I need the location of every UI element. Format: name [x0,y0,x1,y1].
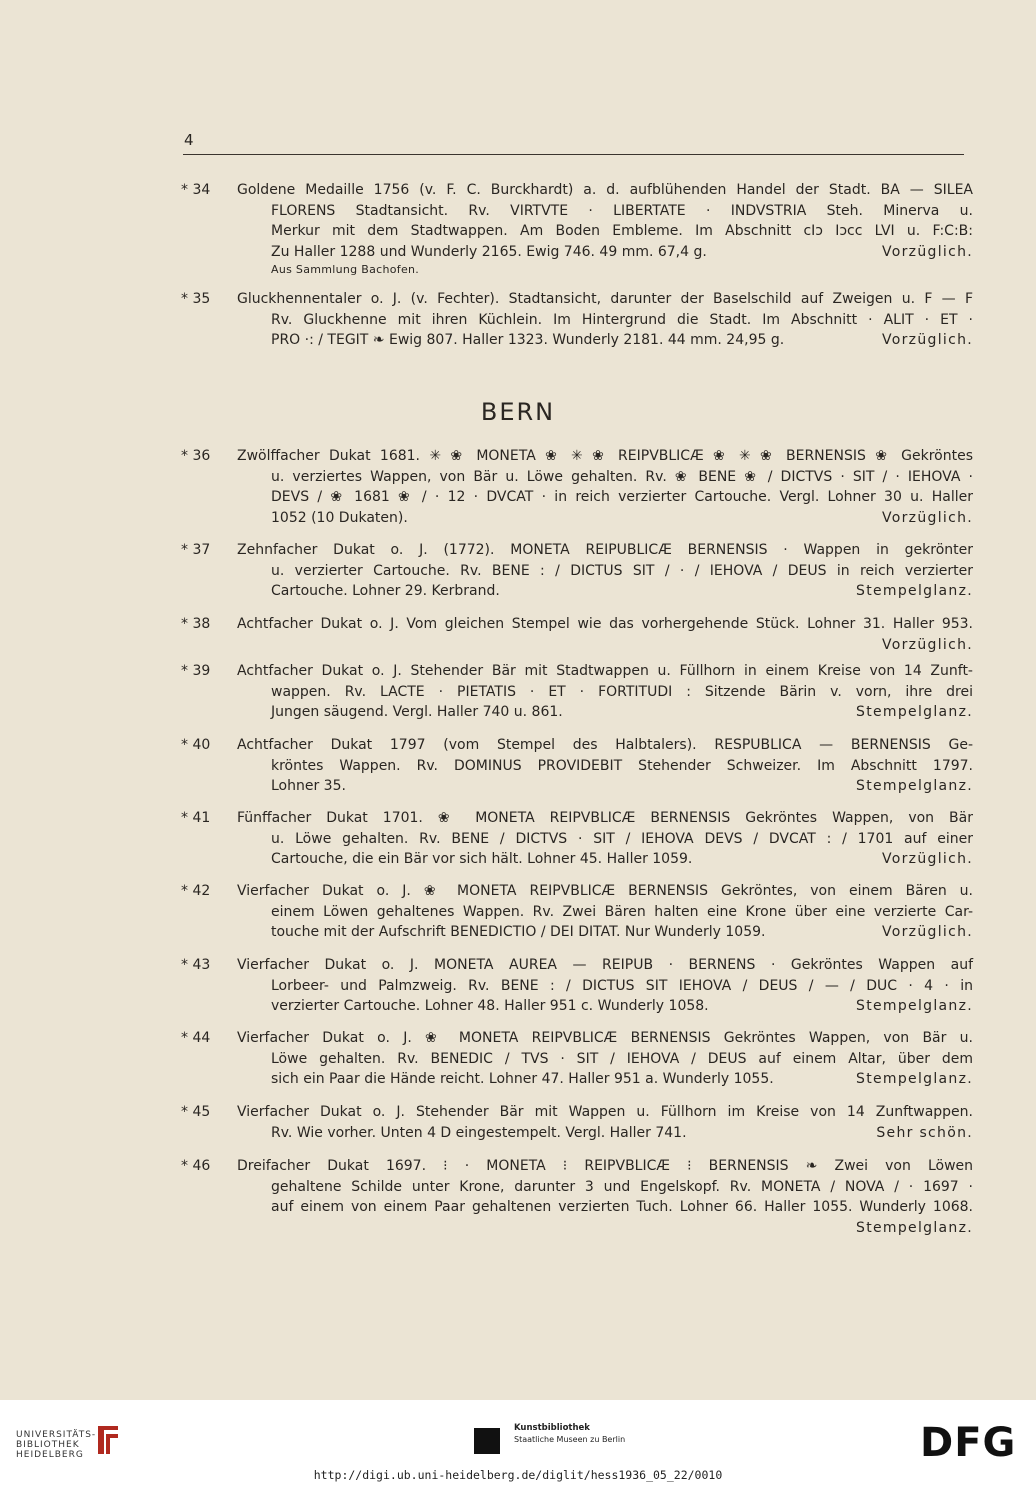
entry-number: * 39 [181,663,211,679]
ub-mark-icon [96,1422,120,1458]
entry-number: * 41 [181,810,211,826]
entry-last-line [237,330,973,351]
entry-line: Zehnfacher Dukat o. J. (1772). MONETA REIPUBLICÆ BERNENSIS · Wappen in gekrönter [237,542,973,558]
grade-label: Vorzüglich. [881,851,973,867]
entry-line: PRO ·: / TEGIT ❧ Ewig 807. Haller 1323. Wunderly 2181. 44 mm. 24,95 g. [271,332,785,348]
grade-label: Vorzüglich. [881,636,973,653]
grade-label: Vorzüglich. [881,332,973,348]
entry-line: u. verzierter Cartouche. Rv. BENE : / DICTUS SIT / · / IEHOVA / DEUS in reich verzierter [271,562,973,579]
entry-line: Zu Haller 1288 und Wunderly 2165. Ewig 746. 49 mm. 67,4 g. [271,243,707,260]
grade-label: Stempelglanz. [856,583,973,599]
entry-text [237,614,973,655]
entry-text [237,289,973,351]
entry-last-line [237,996,973,1017]
entry-line: Merkur mit dem Stadtwappen. Am Boden Embleme. Im Abschnitt cIↄ Iↄcc LVI u. F:C:B: [271,223,973,239]
grade-label: Stempelglanz. [856,1071,973,1087]
entry-number: * 36 [181,448,211,464]
entry-line: Jungen säugend. Vergl. Haller 740 u. 861. [271,704,563,720]
entry-line: FLORENS Stadtansicht. Rv. VIRTVTE · LIBERTATE · INDVSTRIA Steh. Minerva u. [271,202,973,219]
entry-line: u. verziertes Wappen, von Bär u. Löwe gehalten. Rv. ❀ BENE ❀ / DICTVS · SIT / · IEHOVA · [271,468,973,485]
entry-line: Lorbeer- und Palmzweig. Rv. BENE : / DICTUS SIT IEHOVA / DEUS / — / DUC · 4 · in [271,977,973,994]
page-number: 4 [184,131,194,149]
entry-line: Achtfacher Dukat o. J. Vom gleichen Stempel wie das vorhergehende Stück. Lohner 31. Haller 953. [237,616,973,632]
entry-line: Löwe gehalten. Rv. BENEDIC / TVS · SIT / IEHOVA / DEUS auf einem Altar, über dem [271,1050,973,1067]
entry-last-line [237,1123,973,1144]
entry-line: Achtfacher Dukat o. J. Stehender Bär mit Stadtwappen u. Füllhorn in einem Kreise von 14 Zunft- [237,663,973,679]
entry-number: * 44 [181,1030,211,1046]
entry-last-line [237,581,973,602]
grade-label: Vorzüglich. [881,509,973,526]
entry-line: Rv. Gluckhenne mit ihren Küchlein. Im Hintergrund die Stadt. Im Abschnitt · ALIT · ET · [271,311,973,328]
entry-text [237,180,973,278]
entry-line: Cartouche. Lohner 29. Kerbrand. [271,583,500,599]
kunstbibliothek-icon [474,1428,500,1454]
entry-text [237,735,973,797]
entry-line: auf einem von einem Paar gehaltenen verzierten Tuch. Lohner 66. Haller 1055. Wunderly 1068. [271,1199,973,1215]
entry-text [237,446,973,528]
entry-line: Achtfacher Dukat 1797 (vom Stempel des Halbtalers). RESPUBLICA — BERNENSIS Ge- [237,737,973,753]
entry-line: einem Löwen gehaltenes Wappen. Rv. Zwei Bären halten eine Krone über eine verzierte Car- [271,903,973,920]
entry-text [237,540,973,602]
entry-text [237,1102,973,1143]
entry-last-line [237,242,973,263]
entry-text [237,808,973,870]
entry-line: verzierter Cartouche. Lohner 48. Haller 951 c. Wunderly 1058. [271,998,709,1014]
grade-label: Stempelglanz. [856,704,973,720]
kb-subtitle: Staatliche Museen zu Berlin [514,1435,626,1444]
grade-label: Stempelglanz. [856,778,973,794]
entry-number: * 38 [181,616,211,632]
entry-line: touche mit der Aufschrift BENEDICTIO / DEI DITAT. Nur Wunderly 1059. [271,924,766,940]
entry-number: * 35 [181,291,211,307]
section-heading: BERN [480,398,556,426]
grade-label: Vorzüglich. [881,243,973,260]
entry-line: Cartouche, die ein Bär vor sich hält. Lohner 45. Haller 1059. [271,851,693,867]
entry-text [237,661,973,723]
entry-last-line [237,849,973,870]
provenance-note: Aus Sammlung Bachofen. [271,263,420,276]
dfg-logo[interactable]: DFG [920,1420,1017,1466]
entry-text [237,1028,973,1090]
entry-line: Vierfacher Dukat o. J. MONETA AUREA — REIPUB · BERNENS · Gekröntes Wappen auf [237,957,973,973]
entry-line: Dreifacher Dukat 1697. ⁝ · MONETA ⁝ REIPVBLICÆ ⁝ BERNENSIS ❧ Zwei von Löwen [237,1158,973,1174]
ub-logo-line: BIBLIOTHEK [16,1440,80,1450]
entry-line: sich ein Paar die Hände reicht. Lohner 47. Haller 951 a. Wunderly 1055. [271,1071,774,1087]
entry-line: DEVS / ❀ 1681 ❀ / · 12 · DVCAT · in reich verzierter Cartouche. Vergl. Lohner 30 u. Haller [271,489,973,505]
kb-title: Kunstbibliothek [514,1423,590,1433]
entry-last-line [237,1069,973,1090]
entry-number: * 45 [181,1104,211,1120]
entry-last-line [237,776,973,797]
entry-line: kröntes Wappen. Rv. DOMINUS PROVIDEBIT Stehender Schweizer. Im Abschnitt 1797. [271,757,973,774]
entry-line: Fünffacher Dukat 1701. ❀ MONETA REIPVBLICÆ BERNENSIS Gekröntes Wappen, von Bär [237,810,973,826]
ub-heidelberg-logo[interactable] [16,1430,96,1460]
entry-line: Vierfacher Dukat o. J. ❀ MONETA REIPVBLICÆ BERNENSIS Gekröntes, von einem Bären u. [237,883,973,899]
grade-label: Stempelglanz. [856,998,973,1014]
entry-line: Zwölffacher Dukat 1681. ✳ ❀ MONETA ❀ ✳ ❀ REIPVBLICÆ ❀ ✳ ❀ BERNENSIS ❀ Gekröntes [237,448,973,464]
ub-logo-line: HEIDELBERG [16,1450,84,1460]
grade-label: Sehr schön. [876,1124,973,1141]
entry-number: * 42 [181,883,211,899]
entry-last-line [237,702,973,723]
entry-last-line [237,508,973,529]
entry-number: * 34 [181,182,211,198]
entry-number: * 43 [181,957,211,973]
entry-number: * 40 [181,737,211,753]
header-rule [183,154,964,155]
entry-line: Lohner 35. [271,778,346,794]
entry-last-line [237,1218,973,1239]
entry-last-line [237,635,973,656]
entry-number: * 37 [181,542,211,558]
permalink-url[interactable]: http://digi.ub.uni-heidelberg.de/diglit/hess1936_05_22/0010 [313,1468,723,1482]
entry-line: gehaltene Schilde unter Krone, darunter 3 und Engelskopf. Rv. MONETA / NOVA / · 1697 · [271,1178,973,1195]
grade-label: Vorzüglich. [881,924,973,940]
entry-line: 1052 (10 Dukaten). [271,509,408,526]
entry-number: * 46 [181,1158,211,1174]
entry-last-line [237,922,973,943]
entry-text [237,955,973,1017]
footer [0,1400,1036,1485]
entry-line: Vierfacher Dukat o. J. Stehender Bär mit Wappen u. Füllhorn im Kreise von 14 Zunftwappen. [237,1104,973,1120]
entry-line: u. Löwe gehalten. Rv. BENE / DICTVS · SIT / IEHOVA DEVS / DVCAT : / 1701 auf einer [271,830,973,847]
entry-line: Vierfacher Dukat o. J. ❀ MONETA REIPVBLICÆ BERNENSIS Gekröntes Wappen, von Bär u. [237,1030,973,1046]
entry-line: wappen. Rv. LACTE · PIETATIS · ET · FORTITUDI : Sitzende Bärin v. vorn, ihre drei [271,683,973,700]
grade-label: Stempelglanz. [856,1219,973,1236]
entry-text [237,881,973,943]
entry-line: Gluckhennentaler o. J. (v. Fechter). Stadtansicht, darunter der Baselschild auf Zweigen u. F — F [237,291,973,307]
ub-logo-line: UNIVERSITÄTS- [16,1430,97,1440]
entry-line: Rv. Wie vorher. Unten 4 D eingestempelt. Vergl. Haller 741. [271,1124,687,1141]
entry-line: Goldene Medaille 1756 (v. F. C. Burckhardt) a. d. aufblühenden Handel der Stadt. BA — SILEA [237,182,973,198]
entry-text [237,1156,973,1238]
